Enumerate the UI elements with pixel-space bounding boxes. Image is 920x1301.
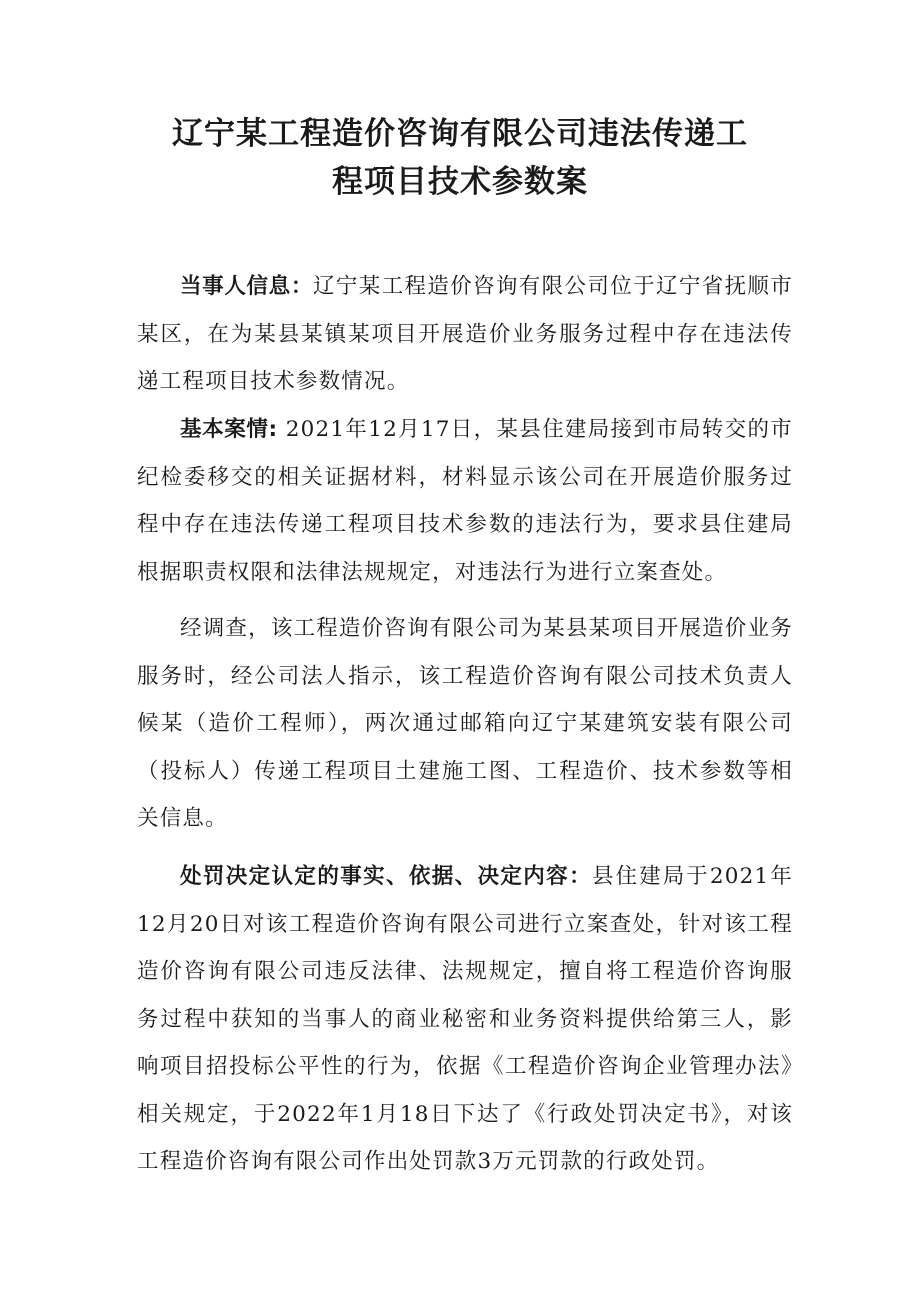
paragraph-investigation [137, 605, 793, 843]
document-title-line-2: 程项目技术参数案 [332, 164, 588, 200]
paragraph-text: 经调查，该工程造价咨询有限公司为某县某项目开展造价业务服务时，经公司法人指示，该工程造价咨询有限公司技术负责人候某（造价工程师），两次通过邮箱向辽宁某建筑安装有限公司（投标人）传递工程项目土建施工图、工程造价、技术参数等相关信息。 [137, 616, 793, 831]
paragraph-text: 县住建局于2021年12月20日对该工程造价咨询有限公司进行立案查处，针对该工程造价咨询有限公司违反法律、法规规定，擅自将工程造价咨询服务过程中获知的当事人的商业秘密和业务资料提供给第三人，影响项目招投标公平性的行为，依据《工程造价咨询企业管理办法》相关规定，于2022年1月18日下达了《行政处罚决定书》，对该工程造价咨询有限公司作出处罚款3万元罚款的行政处罚。 [137, 864, 793, 1174]
paragraph-basic-facts [137, 406, 793, 596]
paragraph-text: 2021年12月17日，某县住建局接到市局转交的市纪检委移交的相关证据材料，材料显示该公司在开展造价服务过程中存在违法传递工程项目技术参数的违法行为，要求县住建局根据职责权限和法律法规规定，对违法行为进行立案查处。 [137, 417, 793, 585]
paragraph-lead: 基本案情: [180, 417, 278, 442]
paragraph-lead: 处罚决定认定的事实、依据、决定内容： [180, 864, 592, 889]
paragraph-party-info [137, 263, 793, 406]
paragraph-penalty-decision [137, 853, 793, 1186]
paragraph-lead: 当事人信息： [180, 274, 313, 299]
document-title-line-1: 辽宁某工程造价咨询有限公司违法传递工 [172, 116, 748, 152]
paragraph-text: 辽宁某工程造价咨询有限公司位于辽宁省抚顺市某区，在为某县某镇某项目开展造价业务服务过程中存在违法传递工程项目技术参数情况。 [137, 274, 793, 394]
